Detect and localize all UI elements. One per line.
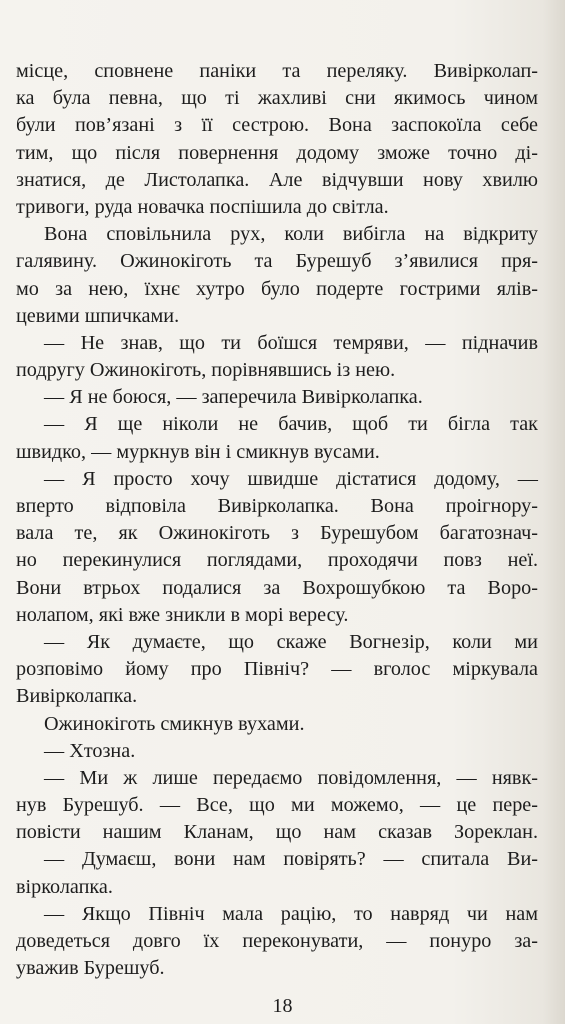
text-line: нолапом, які вже зникли в морі вересу.: [16, 603, 349, 626]
text-line: но перекинулися поглядами, проходячи повз неї.: [16, 549, 538, 572]
text-line: Вони втрьох подалися за Вохрошубкою та Воро-: [16, 576, 538, 599]
text-line: були пов’язані з її сестрою. Вона заспокоїла себе: [16, 114, 538, 137]
text-line: розповімо йому про Північ? — вголос міркувала: [16, 658, 538, 681]
text-line: — Якщо Північ мала рацію, то навряд чи нам: [44, 902, 538, 925]
text-line: вірколапка.: [16, 875, 113, 898]
text-line: знатися, де Листолапка. Але відчувши нову хвилю: [16, 168, 538, 191]
text-line: Ожинокіготь смикнув вухами.: [44, 712, 305, 735]
body-text: [16, 58, 538, 982]
text-line: Вивірколапка.: [16, 685, 138, 708]
text-line: — Я ще ніколи не бачив, щоб ти бігла так: [44, 413, 538, 436]
text-line: вперто відповіла Вивірколапка. Вона проігнору-: [16, 495, 538, 517]
text-line: подругу Ожинокіготь, порівнявшись із нею.: [16, 359, 396, 382]
text-line: тим, що після повернення додому зможе точно ді-: [16, 141, 538, 164]
text-line: — Ми ж лише передаємо повідомлення, — нявк-: [44, 766, 538, 789]
text-line: місце, сповнене паніки та переляку. Вивірколап-: [16, 60, 538, 82]
text-line: — Хтозна.: [44, 739, 136, 762]
text-line: мо за нею, їхнє хутро було подерте гострими ялів-: [16, 277, 538, 300]
text-line: уважив Бурешуб.: [16, 957, 165, 980]
text-line: — Я просто хочу швидше дістатися додому, —: [44, 467, 538, 490]
text-line: нув Бурешуб. — Все, що ми можемо, — це пере-: [16, 794, 538, 817]
page-number: 18: [272, 995, 293, 1017]
text-line: доведеться довго їх переконувати, — понуро за-: [16, 930, 538, 952]
text-line: цевими шпичками.: [16, 304, 180, 327]
text-line: повісти нашим Кланам, що нам сказав Зореклан.: [16, 821, 538, 844]
text-line: швидко, — муркнув він і смикнув вусами.: [16, 440, 380, 463]
text-line: ка була певна, що ті жахливі сни якимось чином: [16, 87, 538, 110]
text-line: — Як думаєте, що скаже Вогнезір, коли ми: [44, 630, 538, 653]
text-line: — Не знав, що ти боїшся темряви, — підначив: [44, 331, 538, 354]
text-line: тривоги, руда новачка поспішила до світла.: [16, 195, 389, 218]
text-line: — Думаєш, вони нам повірять? — спитала Ви-: [44, 848, 538, 871]
text-line: Вона сповільнила рух, коли вибігла на відкриту: [44, 223, 538, 246]
text-line: вала те, як Ожинокіготь з Бурешубом багатознач-: [16, 522, 538, 545]
text-line: галявину. Ожинокіготь та Бурешуб з’явилися пря-: [16, 250, 538, 273]
text-line: — Я не боюся, — заперечила Вивірколапка.: [44, 386, 423, 409]
